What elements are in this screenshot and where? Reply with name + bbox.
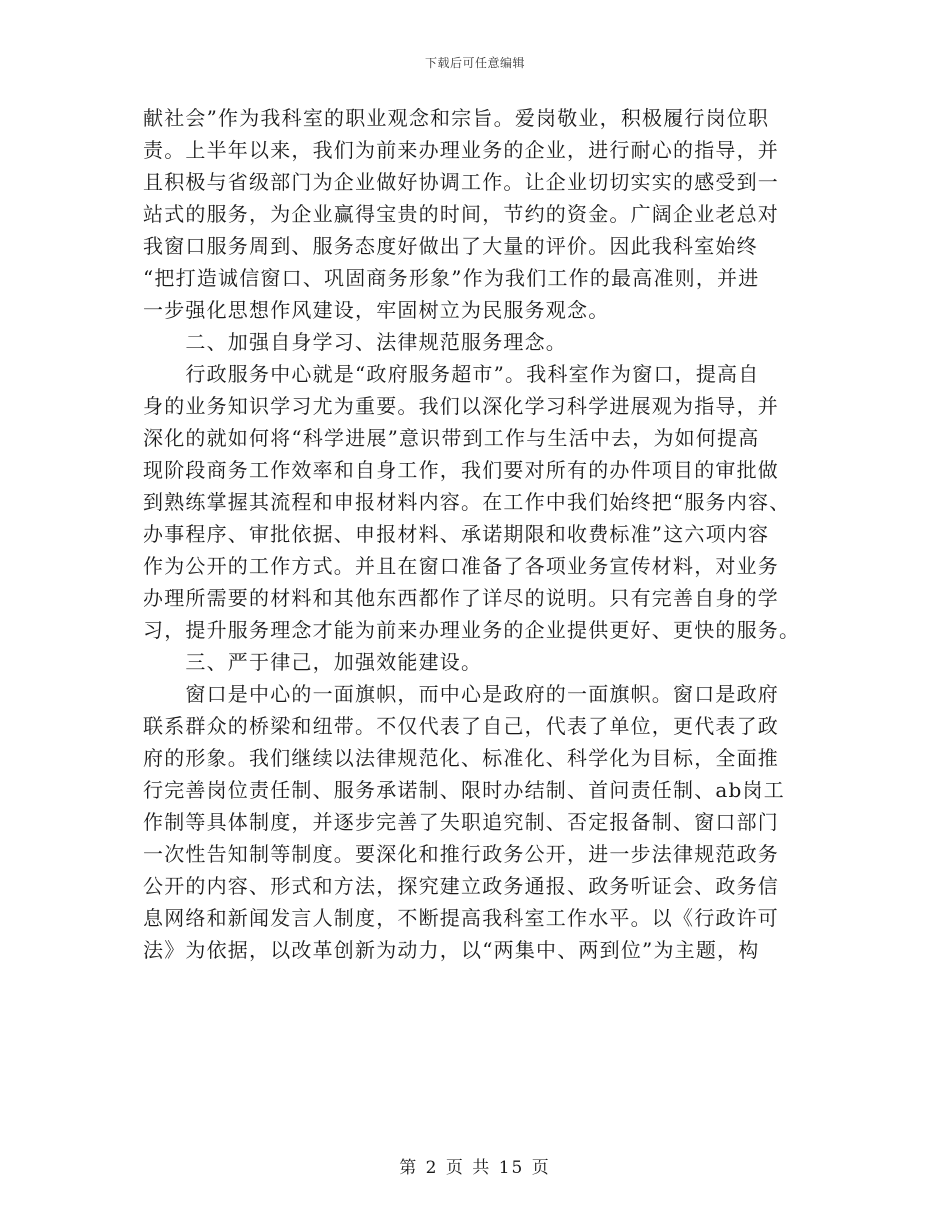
- body-text: [143, 102, 808, 966]
- text-line: “把打造诚信窗口、巩固商务形象”作为我们工作的最高准则，并进: [143, 266, 760, 290]
- text-line: 联系群众的桥梁和纽带。不仅代表了自己，代表了单位，更代表了政: [143, 714, 779, 738]
- text-line: 府的形象。我们继续以法律规范化、标准化、科学化为目标，全面推: [143, 746, 779, 770]
- text-line: 息网络和新闻发言人制度，不断提高我科室工作水平。以《行政许可: [143, 906, 779, 930]
- section-heading: 三、严于律己，加强效能建设。: [143, 650, 483, 674]
- text-line: 行政服务中心就是“政府服务超市”。我科室作为窗口，提高自: [143, 362, 760, 386]
- text-line: 身的业务知识学习尤为重要。我们以深化学习科学进展观为指导，并: [143, 394, 779, 418]
- text-line: 法》为依据，以改革创新为动力，以“两集中、两到位”为主题，构: [143, 938, 760, 962]
- text-line: 一次性告知制等制度。要深化和推行政务公开，进一步法律规范政务: [143, 842, 779, 866]
- text-line: 行完善岗位责任制、服务承诺制、限时办结制、首问责任制、ab岗工: [143, 778, 785, 802]
- text-line: 站式的服务，为企业赢得宝贵的时间，节约的资金。广阔企业老总对: [143, 202, 779, 226]
- text-line: 公开的内容、形式和方法，探究建立政务通报、政务听证会、政务信: [143, 874, 779, 898]
- text-line: 习，提升服务理念才能为前来办理业务的企业提供更好、更快的服务。: [143, 618, 801, 642]
- text-line: 作制等具体制度，并逐步完善了失职追究制、否定报备制、窗口部门: [143, 810, 779, 834]
- page-footer: 第 2 页 共 15 页: [399, 1158, 551, 1178]
- text-line: 一步强化思想作风建设，牢固树立为民服务观念。: [143, 298, 610, 322]
- text-line: 办理所需要的材料和其他东西都作了详尽的说明。只有完善自身的学: [143, 586, 779, 610]
- text-line: 我窗口服务周到、服务态度好做出了大量的评价。因此我科室始终: [143, 234, 758, 258]
- page-header: 下载后可任意编辑: [424, 56, 525, 70]
- text-line: 且积极与省级部门为企业做好协调工作。让企业切切实实的感受到一: [143, 170, 779, 194]
- section-heading: 二、加强自身学习、法律规范服务理念。: [143, 330, 567, 354]
- text-line: 办事程序、审批依据、申报材料、承诺期限和收费标准”这六项内容: [143, 522, 770, 546]
- text-line: 到熟练掌握其流程和申报材料内容。在工作中我们始终把“服务内容、: [143, 490, 791, 514]
- text-line: 窗口是中心的一面旗帜，而中心是政府的一面旗帜。窗口是政府: [143, 682, 779, 706]
- text-line: 现阶段商务工作效率和自身工作，我们要对所有的办件项目的审批做: [143, 458, 779, 482]
- text-line: 献社会”作为我科室的职业观念和宗旨。爱岗敬业，积极履行岗位职: [143, 106, 770, 130]
- text-line: 作为公开的工作方式。并且在窗口准备了各项业务宣传材料，对业务: [143, 554, 779, 578]
- text-line: 深化的就如何将“科学进展”意识带到工作与生活中去，为如何提高: [143, 426, 760, 450]
- text-line: 责。上半年以来，我们为前来办理业务的企业，进行耐心的指导，并: [143, 138, 779, 162]
